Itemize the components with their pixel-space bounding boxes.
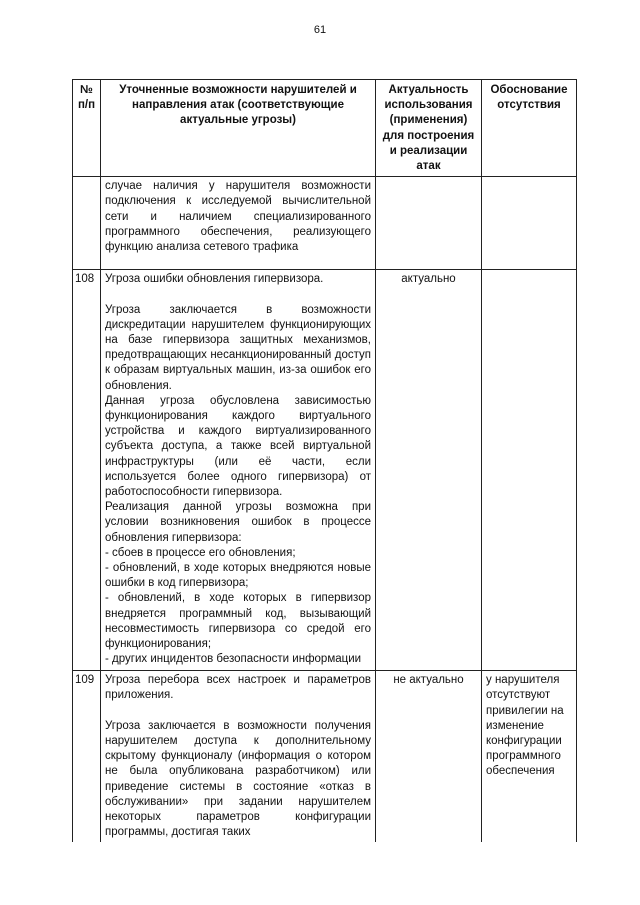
page-number: 61 [313, 24, 327, 36]
row-description [101, 270, 376, 671]
row-description [101, 671, 376, 843]
header-justification: Обоснование отсутствия [482, 80, 577, 177]
row-num: 109 [73, 671, 101, 843]
row-paragraph: случае наличия у нарушителя возможности подключения к исследуемой вычислительной сети и наличием специализированного программного обеспечения, реализующего функцию анализа сетевого трафика [105, 180, 371, 254]
row-num [73, 177, 101, 270]
header-num [73, 80, 101, 177]
header-capabilities: Уточненные возможности нарушителей и направления атак (соответствующие актуальные угрозы) [101, 80, 376, 177]
row-list-item: - других инцидентов безопасности информации [105, 653, 362, 666]
row-relevance: актуально [376, 270, 482, 671]
row-relevance: не актуально [376, 671, 482, 843]
row-title: Угроза перебора всех настроек и параметров приложения. [105, 674, 371, 702]
table-row [73, 177, 577, 270]
table-row [73, 270, 577, 671]
row-justification: у нарушителя отсутствуют привилегии на изменение конфигурации программного обеспечения [482, 671, 577, 843]
row-justification [482, 270, 577, 671]
header-num-text: № п/п [77, 84, 96, 112]
threats-table [72, 79, 577, 842]
row-description [101, 177, 376, 270]
row-relevance [376, 177, 482, 270]
row-list-item: - обновлений, в ходе которых в гипервизор внедряется программный код, вызывающий несовместимость гипервизора со средой его функционирования; [105, 592, 371, 651]
row-paragraph: Данная угроза обусловлена зависимостью функционирования каждого виртуального устройства и каждого виртуализированного субъекта доступа, а также всей виртуальной инфраструктуры (или её части, если используется более одного гипервизора) от работоспособности гипервизора. [105, 394, 371, 499]
row-list-item: - сбоев в процессе его обновления; [105, 546, 296, 559]
row-justification [482, 177, 577, 270]
row-paragraph: Угроза заключается в возможности получения нарушителем доступа к дополнительному скрытому функционалу (информация о котором не была опубликована разработчиком) или приведение системы в состояние «отказ в обслуживании» при задании нарушителем некоторых параметров конфигурации программы, достигая таких [105, 719, 371, 839]
row-list-item: - обновлений, в ходе которых внедряются новые ошибки в код гипервизора; [105, 562, 371, 590]
row-title: Угроза ошибки обновления гипервизора. [105, 273, 324, 286]
table-header-row [73, 80, 577, 177]
header-relevance: Актуальность использования (применения) для построения и реализации атак [376, 80, 482, 177]
row-paragraph: Угроза заключается в возможности дискредитации нарушителем функционирующих на базе гипервизора защитных механизмов, предотвращающих несанкционированный доступ к образам виртуальных машин, из-за ошибок его обновления. [105, 303, 371, 392]
row-num: 108 [73, 270, 101, 671]
row-paragraph: Реализация данной угрозы возможна при условии возникновения ошибок в процессе обновления гипервизора: [105, 501, 371, 544]
table-row [73, 671, 577, 843]
